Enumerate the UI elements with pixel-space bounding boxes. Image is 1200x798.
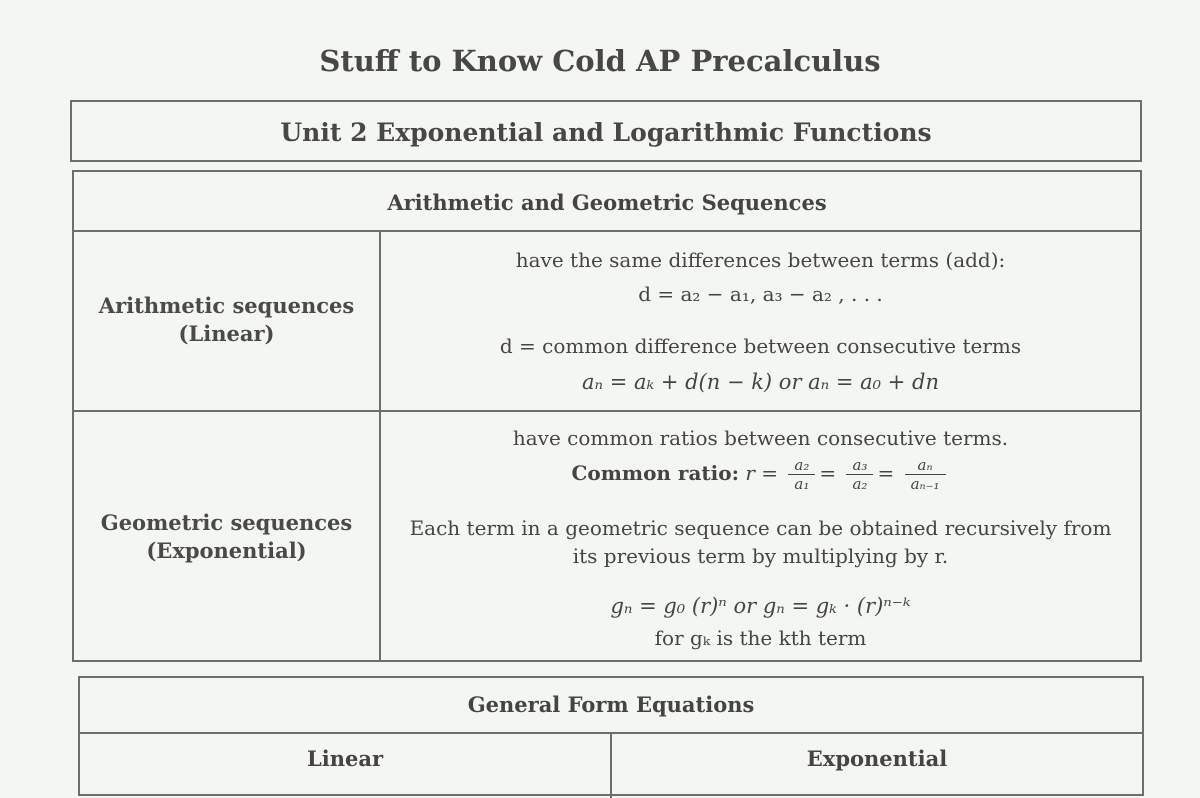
- recursive-description-line2: its previous term by multiplying by r.: [572, 544, 949, 568]
- geometric-row: [74, 412, 1140, 662]
- arithmetic-label-line1: Arithmetic sequences: [98, 293, 355, 318]
- arithmetic-difference-formula: d = a₂ − a₁, a₃ − a₂ , . . .: [638, 282, 883, 306]
- unit-title: Unit 2 Exponential and Logarithmic Functions: [280, 118, 932, 147]
- geometric-label-line2: (Exponential): [146, 538, 307, 563]
- geometric-explicit-formula: gₙ = g₀ (r)ⁿ or gₙ = gₖ · (r)ⁿ⁻ᵏ: [610, 594, 911, 618]
- arithmetic-content: [381, 230, 1140, 410]
- ratio-fraction-3: [905, 456, 946, 493]
- ratio-fraction-1-denominator: a₁: [794, 475, 810, 493]
- page-title: Stuff to Know Cold AP Precalculus: [319, 44, 881, 78]
- ratio-fraction-3-denominator: aₙ₋₁: [910, 475, 940, 493]
- general-form-linear-column: Linear: [80, 734, 612, 798]
- general-form-table: [78, 676, 1144, 796]
- common-ratio-label: Common ratio:: [571, 461, 739, 485]
- sequences-table: [72, 170, 1142, 662]
- common-ratio-line: Common ratio: r = $\frac{\text{a₂}}{\text{a₁}}$ = $\frac{\text{a₃}}{\text{a₂}}$ = $\frac{\text{aₙ}}{\text{aₙ₋₁}}$: [381, 456, 1140, 493]
- ratio-fraction-2-denominator: a₂: [852, 475, 868, 493]
- arithmetic-description: have the same differences between terms (add):: [515, 248, 1006, 272]
- ratio-fraction-2-numerator: a₃: [846, 456, 873, 475]
- ratio-fraction-3-numerator: aₙ: [905, 456, 946, 475]
- arithmetic-row: [74, 230, 1140, 412]
- geometric-label-line1: Geometric sequences: [100, 510, 353, 535]
- common-ratio-lhs: r =: [745, 461, 779, 485]
- arithmetic-explicit-formula: aₙ = aₖ + d(n − k) or aₙ = a₀ + dn: [582, 370, 939, 394]
- ratio-fraction-1: [788, 456, 815, 493]
- ratio-fraction-1-numerator: a₂: [788, 456, 815, 475]
- general-form-exponential-column: Exponential: [806, 746, 948, 771]
- ratio-fraction-2: [846, 456, 873, 493]
- geometric-description: have common ratios between consecutive terms.: [512, 426, 1009, 450]
- general-form-header: General Form Equations: [80, 678, 1142, 734]
- sequences-header: Arithmetic and Geometric Sequences: [74, 172, 1140, 232]
- geometric-label: [74, 412, 381, 662]
- common-difference-definition: d = common difference between consecutive terms: [499, 334, 1022, 358]
- geometric-formula-note: for gₖ is the kth term: [654, 626, 867, 650]
- unit-title-box: [70, 100, 1142, 162]
- arithmetic-label-line2: (Linear): [178, 321, 275, 346]
- geometric-content: [381, 412, 1140, 662]
- arithmetic-label: [74, 230, 381, 410]
- recursive-description-line1: Each term in a geometric sequence can be obtained recursively from: [409, 516, 1112, 540]
